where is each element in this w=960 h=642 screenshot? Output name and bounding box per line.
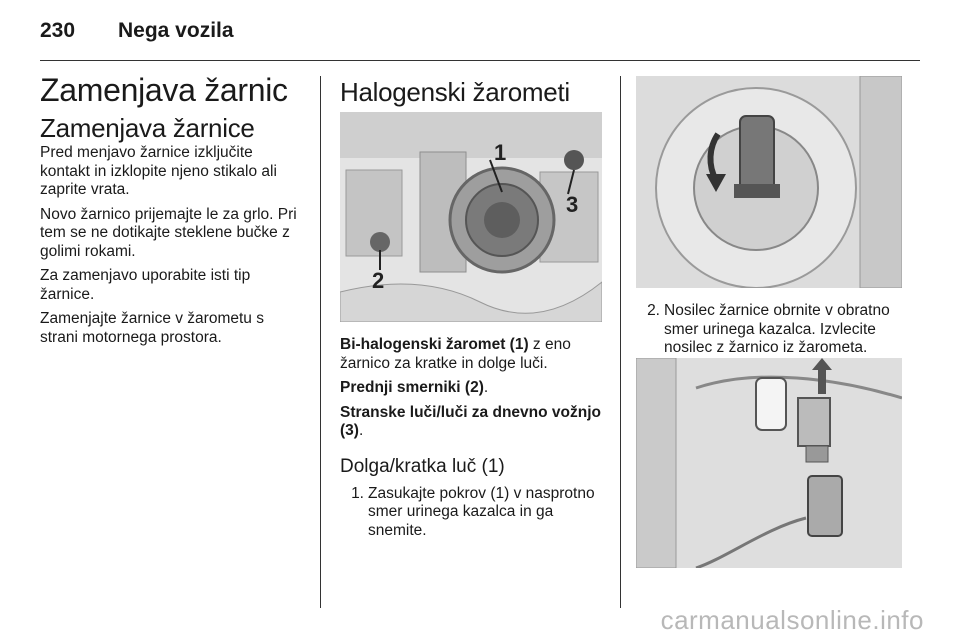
figure-callout: 2 bbox=[372, 268, 385, 293]
figure-callout: 3 bbox=[566, 192, 579, 217]
column-2 bbox=[340, 70, 606, 108]
step-number: 2. bbox=[647, 302, 660, 319]
legend-term: Prednji smerniki (2) bbox=[340, 379, 484, 396]
step-text: Nosilec žarnice obrnite v obratno smer urinega kazalca. Izvlecite nosilec z žarnico iz žarometa. bbox=[664, 302, 890, 356]
bulb-removal-photo bbox=[636, 358, 902, 568]
legend-term: Stranske luči/luči za dnevno vožnjo (3) bbox=[340, 403, 601, 439]
column-1 bbox=[40, 70, 306, 347]
legend-list bbox=[340, 336, 606, 540]
column-divider bbox=[320, 76, 321, 608]
legend-term: Bi-halogenski žaromet (1) bbox=[340, 336, 529, 353]
header-divider bbox=[40, 60, 920, 61]
paragraph: Zamenjajte žarnice v žarometu s strani motornega prostora. bbox=[40, 310, 264, 346]
bulb-holder-rotate-photo bbox=[636, 76, 902, 288]
section-heading: Halogenski žarometi bbox=[340, 77, 570, 107]
legend-item bbox=[340, 336, 606, 373]
section-title: Nega vozila bbox=[118, 19, 234, 42]
step-text: Zasukajte pokrov (1) v nasprotno smer urinega kazalca in ga snemite. bbox=[368, 484, 595, 539]
step-1 bbox=[340, 485, 606, 541]
column-divider bbox=[620, 76, 621, 608]
watermark: carmanualsonline.info bbox=[660, 605, 924, 635]
paragraph: Novo žarnico prijemajte le za grlo. Pri tem se ne dotikajte steklene bučke z golimi rokami. bbox=[40, 205, 297, 260]
step-2 bbox=[636, 302, 902, 358]
page-number: 230 bbox=[40, 19, 76, 42]
subsection-heading: Dolga/kratka luč (1) bbox=[340, 455, 505, 477]
figure-callout: 1 bbox=[494, 140, 507, 165]
legend-desc: . bbox=[358, 422, 364, 439]
legend-desc: . bbox=[483, 379, 489, 396]
headlamp-photo bbox=[340, 112, 602, 322]
legend-item bbox=[340, 404, 606, 441]
numbered-step bbox=[636, 302, 902, 358]
paragraph: Pred menjavo žarnice izključite kontakt in izklopite njeno stikalo ali zaprite vrata. bbox=[40, 144, 277, 198]
step-number: 1. bbox=[351, 484, 364, 502]
paragraph: Za zamenjavo uporabite isti tip žarnice. bbox=[40, 267, 251, 303]
chapter-title: Zamenjava žarnic bbox=[40, 72, 288, 108]
legend-item bbox=[340, 379, 606, 398]
page-header bbox=[40, 14, 234, 48]
legend-desc: z eno žarnico za kratke in dolge luči. bbox=[340, 336, 571, 372]
section-heading: Zamenjava žarnice bbox=[40, 113, 255, 143]
